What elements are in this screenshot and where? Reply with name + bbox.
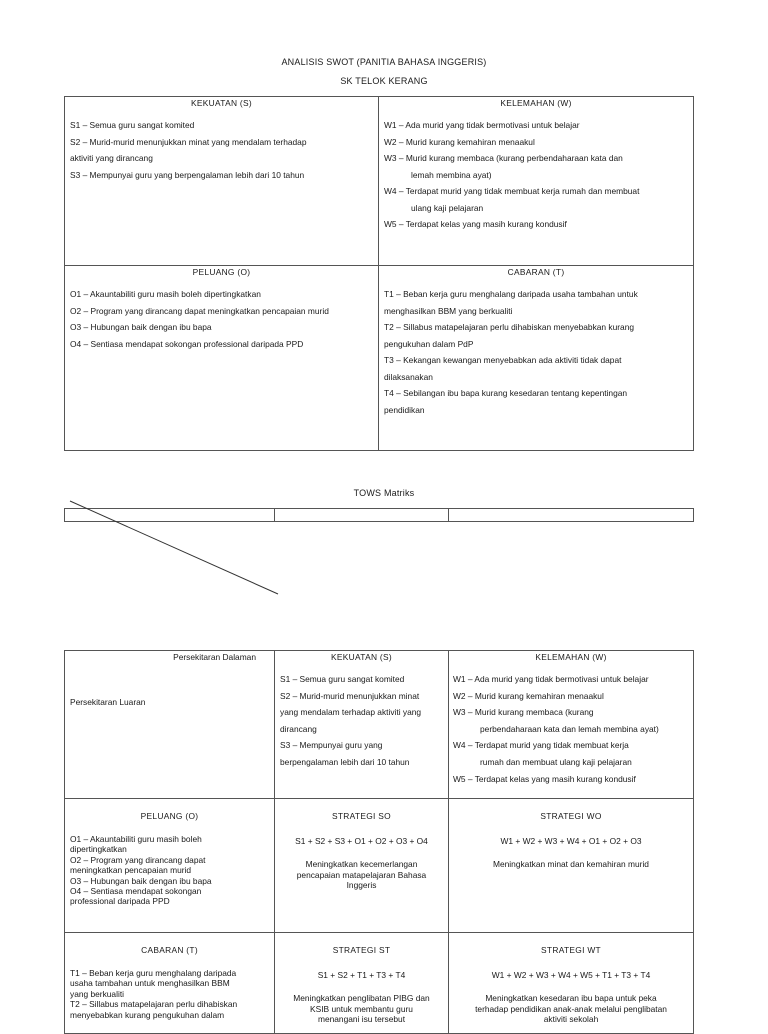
peluang-header: PELUANG (O) bbox=[192, 267, 251, 277]
cabaran-header: CABARAN (T) bbox=[507, 267, 565, 277]
tows-title: TOWS Matriks bbox=[353, 488, 415, 498]
cabaran-item: pendidikan bbox=[384, 404, 425, 415]
kekuatan-item: aktiviti yang dirancang bbox=[70, 153, 153, 163]
peluang-item: O2 – Program yang dirancang dapat meningkatkan pencapaian murid bbox=[70, 305, 329, 316]
cabaran-item: T4 – Sebilangan ibu bapa kurang kesedaran tentang kepentingan bbox=[384, 388, 628, 398]
tows-peluang-item: dipertingkatkan bbox=[70, 844, 127, 855]
tows-kekuatan-cell bbox=[275, 651, 449, 799]
tows-cabaran-cell bbox=[65, 933, 275, 1034]
kelemahan-item: W1 – Ada murid yang tidak bermotivasi untuk belajar bbox=[384, 120, 580, 130]
tows-peluang-header: PELUANG (O) bbox=[140, 811, 199, 821]
tows-cabaran-header: CABARAN (T) bbox=[141, 945, 198, 955]
strategi-wo-formula: W1 + W2 + W3 + W4 + O1 + O2 + O3 bbox=[500, 836, 642, 846]
kekuatan-item: S3 – Mempunyai guru yang berpengalaman lebih dari 10 tahun bbox=[70, 169, 305, 180]
strategi-wt-cell bbox=[449, 933, 694, 1034]
document-title: ANALISIS SWOT (PANITIA BAHASA INGGERIS) bbox=[281, 57, 487, 67]
tows-cabaran-item: yang berkualiti bbox=[70, 988, 125, 999]
strategi-st-cell bbox=[275, 933, 449, 1034]
tows-kelemahan-item: W3 – Murid kurang membaca (kurang bbox=[453, 707, 594, 718]
tows-kelemahan-item: W5 – Terdapat kelas yang masih kurang kondusif bbox=[453, 773, 636, 784]
school-name: SK TELOK KERANG bbox=[340, 76, 428, 86]
tows-cabaran-item: T2 – Sillabus matapelajaran perlu dihabiskan bbox=[70, 999, 238, 1010]
tows-peluang-item: professional daripada PPD bbox=[70, 896, 170, 907]
tows-kekuatan-item: dirancang bbox=[280, 723, 317, 734]
tows-kelemahan-item: rumah dan membuat ulang kaji pelajaran bbox=[480, 756, 632, 767]
strategi-st-formula: S1 + S2 + T1 + T3 + T4 bbox=[317, 970, 406, 980]
kelemahan-item: W4 – Terdapat murid yang tidak membuat kerja rumah dan membuat bbox=[384, 186, 640, 196]
strategi-wt-desc: aktiviti sekolah bbox=[543, 1014, 599, 1025]
tows-kekuatan-item: berpengalaman lebih dari 10 tahun bbox=[280, 756, 410, 767]
tows-kelemahan-item: perbendaharaan kata dan lemah membina ayat) bbox=[480, 723, 659, 734]
tows-kekuatan-item: S3 – Mempunyai guru yang bbox=[280, 740, 383, 751]
tows-kekuatan-item: S2 – Murid-murid menunjukkan minat bbox=[280, 690, 420, 701]
tows-kelemahan-header: KELEMAHAN (W) bbox=[535, 652, 607, 662]
tows-kelemahan-item: W4 – Terdapat murid yang tidak membuat kerja bbox=[453, 740, 629, 751]
kelemahan-item: W3 – Murid kurang membaca (kurang perbendaharaan kata dan bbox=[384, 153, 623, 163]
tows-cabaran-item: T1 – Beban kerja guru menghalang daripada bbox=[70, 968, 237, 978]
strategi-st-desc: Meningkatkan penglibatan PIBG dan bbox=[293, 993, 430, 1004]
kelemahan-item: ulang kaji pelajaran bbox=[411, 202, 484, 213]
cabaran-item: T1 – Beban kerja guru menghalang daripada usaha tambahan untuk bbox=[384, 289, 638, 299]
kelemahan-item: W2 – Murid kurang kemahiran menaakul bbox=[384, 136, 535, 147]
persekitaran-luaran-label: Persekitaran Luaran bbox=[70, 697, 146, 707]
kelemahan-header: KELEMAHAN (W) bbox=[500, 98, 572, 108]
strategi-wt-header: STRATEGI WT bbox=[541, 945, 601, 955]
peluang-item: O1 – Akauntabiliti guru masih boleh dipertingkatkan bbox=[70, 289, 261, 299]
cabaran-item: pengukuhan dalam PdP bbox=[384, 338, 474, 349]
tows-peluang-item: O1 – Akauntabiliti guru masih boleh bbox=[70, 834, 202, 844]
cabaran-item: T2 – Sillabus matapelajaran perlu dihabiskan menyebabkan kurang bbox=[384, 322, 635, 332]
tows-peluang-item: O4 – Sentiasa mendapat sokongan bbox=[70, 886, 202, 897]
tows-cabaran-item: usaha tambahan untuk menghasilkan BBM bbox=[70, 978, 230, 989]
strategi-so-formula: S1 + S2 + S3 + O1 + O2 + O3 + O4 bbox=[295, 836, 428, 846]
strategi-so-desc: Meningkatkan kecemerlangan bbox=[305, 859, 418, 870]
tows-cabaran-item: menyebabkan kurang pengukuhan dalam bbox=[70, 1009, 225, 1020]
strategi-st-header: STRATEGI ST bbox=[332, 945, 391, 955]
tows-kekuatan-header: KEKUATAN (S) bbox=[331, 652, 392, 662]
peluang-item: O4 – Sentiasa mendapat sokongan professional daripada PPD bbox=[70, 338, 304, 349]
kelemahan-item: lemah membina ayat) bbox=[411, 169, 492, 180]
strategi-so-desc: Inggeris bbox=[346, 880, 377, 891]
persekitaran-dalaman-label: Persekitaran Dalaman bbox=[173, 652, 256, 662]
strategi-wt-desc: Meningkatkan kesedaran ibu bapa untuk peka bbox=[485, 993, 657, 1004]
peluang-item: O3 – Hubungan baik dengan ibu bapa bbox=[70, 322, 212, 332]
tows-corner-cell bbox=[65, 651, 275, 799]
tows-kelemahan-item: W2 – Murid kurang kemahiran menaakul bbox=[453, 690, 604, 701]
strategi-wo-desc: Meningkatkan minat dan kemahiran murid bbox=[493, 859, 649, 870]
tows-kekuatan-item: yang mendalam terhadap aktiviti yang bbox=[280, 707, 422, 718]
strategi-wt-formula: W1 + W2 + W3 + W4 + W5 + T1 + T3 + T4 bbox=[491, 970, 651, 980]
tows-kelemahan-cell bbox=[449, 651, 694, 799]
strategi-so-header: STRATEGI SO bbox=[332, 811, 391, 821]
tows-kekuatan-item: S1 – Semua guru sangat komited bbox=[280, 674, 405, 684]
cabaran-item: T3 – Kekangan kewangan menyebabkan ada aktiviti tidak dapat bbox=[384, 355, 622, 365]
tows-table bbox=[64, 650, 694, 1034]
kekuatan-header: KEKUATAN (S) bbox=[191, 98, 252, 108]
cabaran-item: dilaksanakan bbox=[384, 371, 433, 382]
cabaran-item: menghasilkan BBM yang berkualiti bbox=[384, 305, 513, 316]
strategi-so-cell bbox=[275, 799, 449, 933]
kekuatan-item: S1 – Semua guru sangat komited bbox=[70, 120, 195, 130]
tows-kelemahan-item: W1 – Ada murid yang tidak bermotivasi untuk belajar bbox=[453, 674, 649, 684]
kelemahan-item: W5 – Terdapat kelas yang masih kurang kondusif bbox=[384, 219, 567, 229]
strategi-st-desc: KSIB untuk membantu guru bbox=[310, 1003, 413, 1014]
strategi-so-desc: pencapaian matapelajaran Bahasa bbox=[296, 869, 427, 880]
kekuatan-item: S2 – Murid-murid menunjukkan minat yang mendalam terhadap bbox=[70, 136, 307, 147]
tows-peluang-item: O3 – Hubungan baik dengan ibu bapa bbox=[70, 875, 212, 886]
strategi-wt-desc: terhadap pendidikan anak-anak melalui penglibatan bbox=[475, 1003, 667, 1014]
strategi-wo-cell bbox=[449, 799, 694, 933]
tows-peluang-item: O2 – Program yang dirancang dapat bbox=[70, 854, 206, 865]
tows-peluang-cell bbox=[65, 799, 275, 933]
tows-peluang-item: meningkatkan pencapaian murid bbox=[70, 865, 192, 876]
strategi-wo-header: STRATEGI WO bbox=[540, 811, 602, 821]
strategi-st-desc: menangani isu tersebut bbox=[317, 1014, 406, 1025]
